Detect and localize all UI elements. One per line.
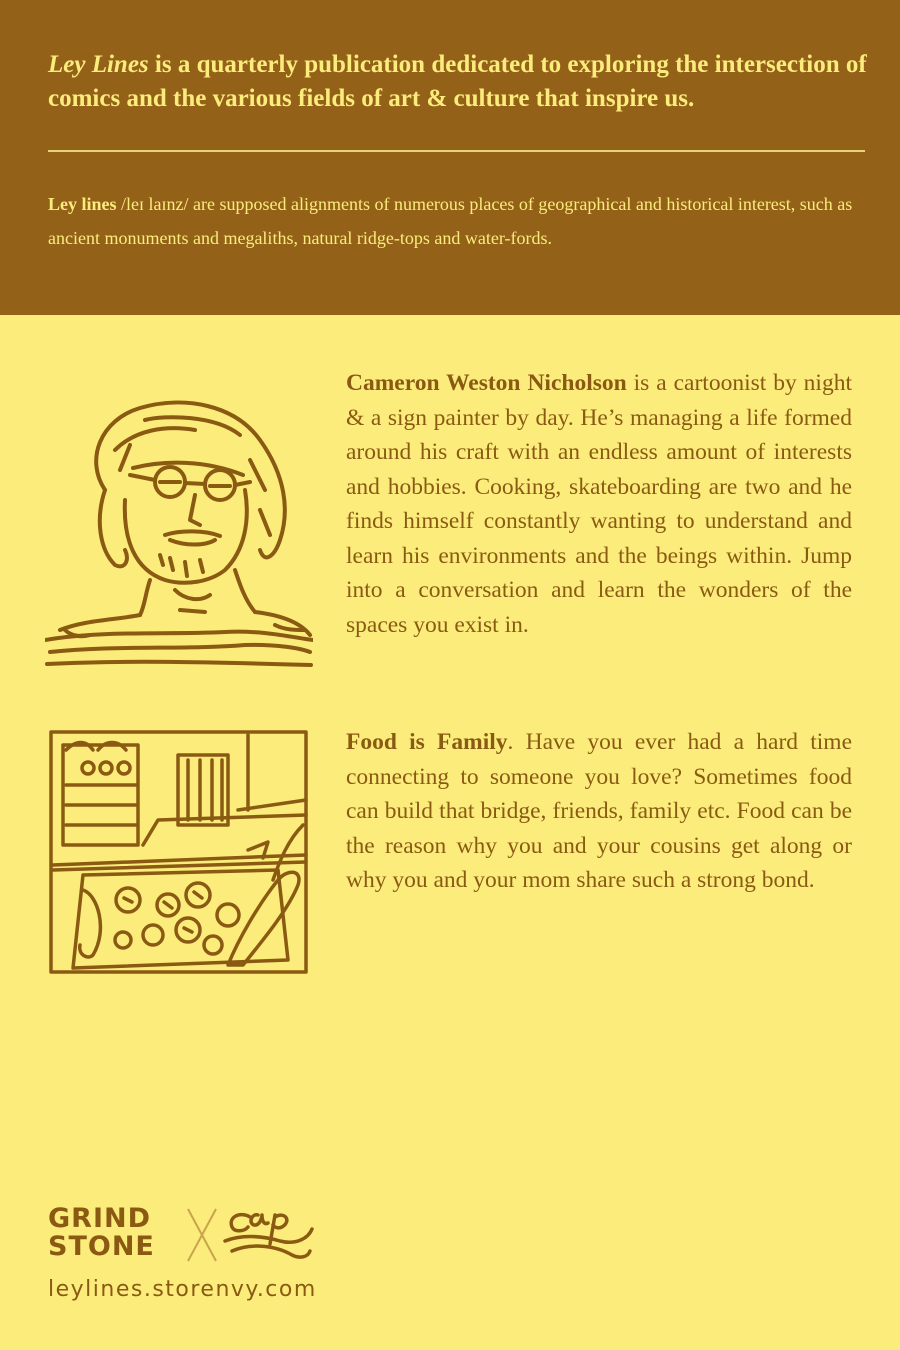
bio-name: Cameron Weston Nicholson <box>346 370 627 396</box>
portrait-illustration <box>45 390 313 670</box>
kitchen-illustration <box>48 730 310 975</box>
intro-text: is a quarterly publication dedicated to exploring the intersection of comics and the various fields of art & culture that inspire us. <box>48 51 867 112</box>
divider <box>48 150 865 152</box>
definition-term: Ley lines <box>48 194 117 214</box>
cap-logo <box>220 1199 315 1265</box>
bio-text: is a cartoonist by night & a sign painter by day. He’s managing a life formed around his craft with an endless amount of interests and hobbies. Cooking, skateboarding are two and he finds himself constantly wanting to understand and learn his environments and the beings within. Jump into a conversation and learn the wonders of the spaces you exist in. <box>346 370 852 638</box>
store-url[interactable]: leylines.storenvy.com <box>48 1277 317 1302</box>
header-band <box>0 0 900 315</box>
grindstone-logo <box>48 1205 183 1261</box>
story-title: Food is Family <box>346 729 508 755</box>
intro-paragraph <box>48 48 878 116</box>
publisher-logos <box>48 1205 318 1271</box>
story-paragraph <box>346 725 852 898</box>
publication-title: Ley Lines <box>48 51 149 78</box>
definition-paragraph <box>48 187 873 255</box>
logo-separator-icon <box>182 1205 222 1265</box>
grindstone-logo-line2: STONE <box>48 1231 155 1262</box>
grindstone-logo-line1: GRIND <box>48 1203 152 1234</box>
story-text: . Have you ever had a hard time connecting to someone you love? Sometimes food can build that bridge, friends, family etc. Food can be the reason why you and your cousins get along or why you and your mom share such a strong bond. <box>346 729 853 893</box>
definition-text: /leɪ laɪnz/ are supposed alignments of numerous places of geographical and historical interest, such as ancient monuments and megaliths, natural ridge-tops and water-fords. <box>48 194 853 248</box>
bio-paragraph <box>346 366 852 642</box>
